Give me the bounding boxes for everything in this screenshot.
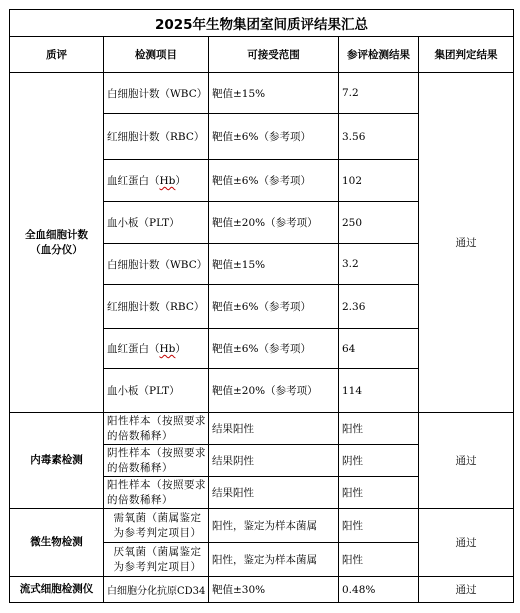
item-cell: 血小板（PLT） <box>104 202 209 244</box>
verdict-cell: 通过 <box>419 413 514 509</box>
range-cell: 靶值±6%（参考项） <box>209 329 339 369</box>
item-cell: 厌氧菌（菌属鉴定 为参考判定项目） <box>104 543 209 577</box>
item-cell: 血小板（PLT） <box>104 369 209 413</box>
result-cell: 102 <box>339 160 419 202</box>
result-cell: 250 <box>339 202 419 244</box>
header-range: 可接受范围 <box>209 37 339 73</box>
result-cell: 7.2 <box>339 73 419 114</box>
group-name-cbc: 全血细胞计数 （血分仪） <box>10 73 104 413</box>
header-item: 检测项目 <box>104 37 209 73</box>
range-cell: 靶值±15% <box>209 244 339 285</box>
table-row <box>10 413 514 445</box>
header-qa: 质评 <box>10 37 104 73</box>
range-cell: 阳性，鉴定为样本菌属 <box>209 509 339 543</box>
range-cell: 阳性，鉴定为样本菌属 <box>209 543 339 577</box>
item-cell: 白细胞计数（WBC） <box>104 73 209 114</box>
group-name-flow-cytometry: 流式细胞检测仪 <box>10 577 104 603</box>
item-cell: 阳性样本（按照要求 的倍数稀释） <box>104 477 209 509</box>
result-cell: 3.56 <box>339 114 419 160</box>
header-result: 参评检测结果 <box>339 37 419 73</box>
item-cell: 需氧菌（菌属鉴定 为参考判定项目） <box>104 509 209 543</box>
range-cell: 靶值±20%（参考项） <box>209 202 339 244</box>
qa-summary-table <box>9 9 514 603</box>
result-cell: 0.48% <box>339 577 419 603</box>
range-cell: 靶值±6%（参考项） <box>209 114 339 160</box>
result-cell: 阳性 <box>339 509 419 543</box>
item-cell: 阳性样本（按照要求 的倍数稀释） <box>104 413 209 445</box>
item-cell: 阴性样本（按照要求 的倍数稀释） <box>104 445 209 477</box>
table-row <box>10 73 514 114</box>
verdict-cell: 通过 <box>419 73 514 413</box>
group-name-endotoxin: 内毒素检测 <box>10 413 104 509</box>
range-cell: 靶值±6%（参考项） <box>209 160 339 202</box>
range-cell: 靶值±20%（参考项） <box>209 369 339 413</box>
item-cell: 红细胞计数（RBC） <box>104 114 209 160</box>
item-cell: 血红蛋白（Hb） <box>104 329 209 369</box>
range-cell: 靶值±30% <box>209 577 339 603</box>
range-cell: 结果阴性 <box>209 445 339 477</box>
result-cell: 阳性 <box>339 543 419 577</box>
header-verdict: 集团判定结果 <box>419 37 514 73</box>
range-cell: 结果阳性 <box>209 413 339 445</box>
range-cell: 结果阳性 <box>209 477 339 509</box>
result-cell: 阳性 <box>339 413 419 445</box>
result-cell: 阳性 <box>339 477 419 509</box>
result-cell: 64 <box>339 329 419 369</box>
range-cell: 靶值±6%（参考项） <box>209 285 339 329</box>
result-cell: 3.2 <box>339 244 419 285</box>
result-cell: 阴性 <box>339 445 419 477</box>
item-cell: 白细胞计数（WBC） <box>104 244 209 285</box>
verdict-cell: 通过 <box>419 577 514 603</box>
item-cell: 红细胞计数（RBC） <box>104 285 209 329</box>
table-row <box>10 509 514 543</box>
table-title: 2025年生物集团室间质评结果汇总 <box>10 10 514 37</box>
group-name-microbiology: 微生物检测 <box>10 509 104 577</box>
table-row <box>10 577 514 603</box>
result-cell: 114 <box>339 369 419 413</box>
range-cell: 靶值±15% <box>209 73 339 114</box>
item-cell: 血红蛋白（Hb） <box>104 160 209 202</box>
item-cell: 白细胞分化抗原CD34 <box>104 577 209 603</box>
verdict-cell: 通过 <box>419 509 514 577</box>
result-cell: 2.36 <box>339 285 419 329</box>
